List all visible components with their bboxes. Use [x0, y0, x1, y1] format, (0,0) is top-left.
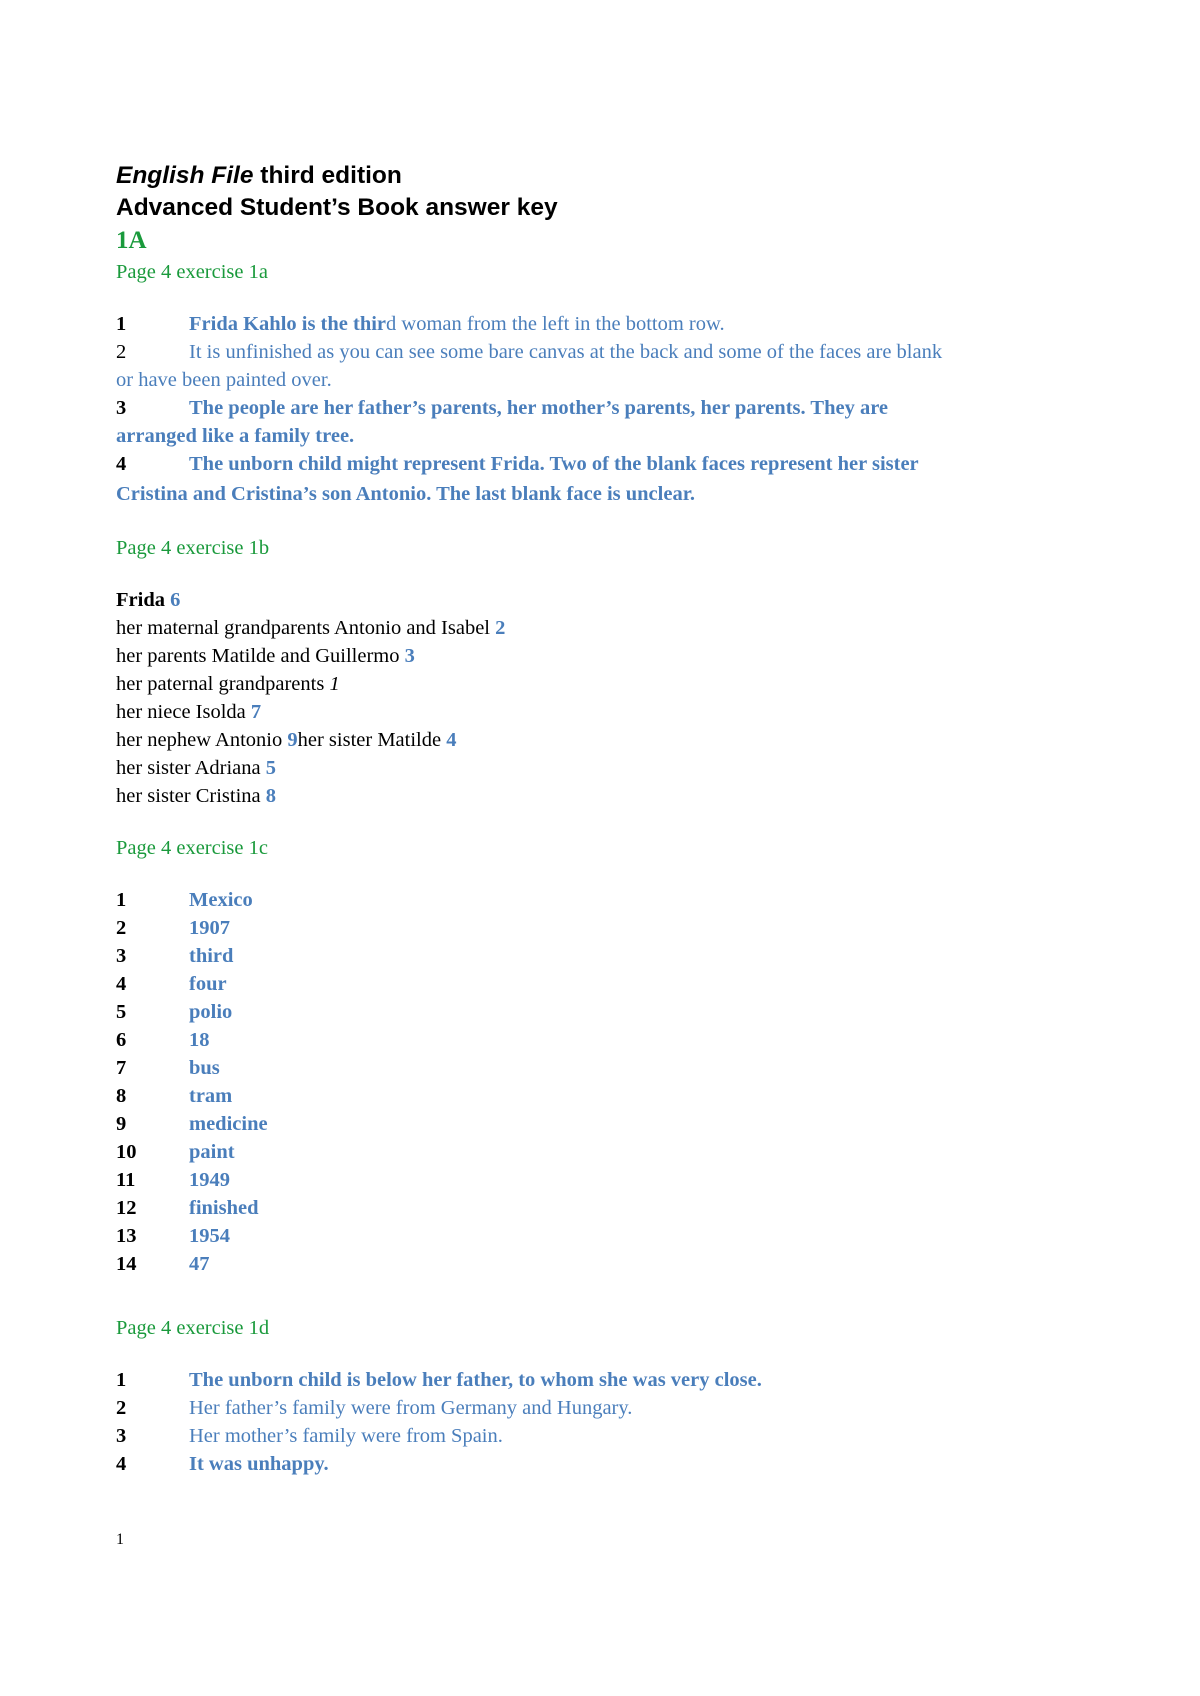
answer-1a-4-cont: Cristina and Cristina’s son Antonio. The last blank face is unclear.	[116, 483, 696, 505]
answer-number: 3	[116, 397, 127, 419]
page-number: 1	[116, 1531, 124, 1548]
list-item	[116, 782, 1096, 810]
list-item	[116, 614, 1096, 642]
answer-number: 4	[116, 1453, 127, 1475]
answer-number: 1	[116, 1369, 127, 1391]
answer-1d-3	[116, 1422, 1096, 1450]
list-item	[116, 998, 1096, 1026]
list-item	[116, 886, 1096, 914]
answer-number: 6	[116, 1029, 127, 1051]
list-item	[116, 970, 1096, 998]
answer-number: 12	[116, 1197, 137, 1219]
answer-text: four	[189, 973, 227, 995]
unit-heading: 1A	[116, 227, 147, 254]
exercise-1b-heading: Page 4 exercise 1b	[116, 537, 270, 559]
answer-text-bold: Frida Kahlo is the thir	[189, 313, 387, 335]
answer-text: paint	[189, 1141, 235, 1163]
book-title-rest: third edition	[253, 162, 402, 189]
list-item	[116, 1138, 1096, 1166]
answer-text: The unborn child is below her father, to whom she was very close.	[189, 1369, 762, 1391]
answer-text: Her father’s family were from Germany and Hungary.	[189, 1397, 633, 1419]
item-label: her nephew Antonio	[116, 729, 283, 751]
list-item	[116, 642, 1096, 670]
item-label: her sister Matilde	[297, 729, 442, 751]
answer-text: Mexico	[189, 889, 253, 911]
item-answer: 9	[287, 729, 298, 751]
item-label: her niece Isolda	[116, 701, 246, 723]
item-label: her maternal grandparents Antonio and Isabel	[116, 617, 490, 639]
answer-text: third	[189, 945, 234, 967]
list-item	[116, 942, 1096, 970]
list-item	[116, 754, 1096, 782]
answer-text: 1954	[189, 1225, 230, 1247]
answer-number: 1	[116, 313, 127, 335]
book-title	[116, 160, 1096, 192]
answer-text: tram	[189, 1085, 233, 1107]
document-page	[116, 160, 1096, 1478]
item-label: her sister Adriana	[116, 757, 261, 779]
answer-number: 9	[116, 1113, 127, 1135]
list-item	[116, 1026, 1096, 1054]
item-answer: 7	[250, 701, 262, 723]
answer-text: finished	[189, 1197, 259, 1219]
list-item	[116, 726, 1096, 754]
item-answer: 3	[404, 645, 415, 667]
answer-1a-1	[116, 310, 1096, 338]
answer-number: 11	[116, 1169, 136, 1191]
item-answer: 5	[265, 757, 276, 779]
list-item	[116, 670, 1096, 698]
answer-number: 1	[116, 889, 127, 911]
answer-1a-3	[116, 394, 1096, 422]
exercise-1a-heading: Page 4 exercise 1a	[116, 261, 268, 283]
answer-number: 2	[116, 1397, 127, 1419]
list-item	[116, 1082, 1096, 1110]
answer-1a-2	[116, 338, 1096, 366]
item-answer: 6	[170, 589, 181, 611]
answer-number: 5	[116, 1001, 127, 1023]
answer-number: 8	[116, 1085, 127, 1107]
answer-1d-2	[116, 1394, 1096, 1422]
answer-text: polio	[189, 1001, 233, 1023]
item-answer: 2	[495, 617, 506, 639]
answer-1a-2-cont: or have been painted over.	[116, 369, 332, 391]
list-item	[116, 586, 1096, 614]
answer-text: It was unhappy.	[189, 1453, 329, 1475]
answer-number: 2	[116, 917, 127, 939]
item-answer: 4	[446, 729, 457, 751]
answer-text: 18	[189, 1029, 210, 1051]
list-item	[116, 1110, 1096, 1138]
answer-number: 2	[116, 341, 127, 363]
answer-text: 1949	[189, 1169, 230, 1191]
answer-number: 7	[116, 1057, 127, 1079]
item-answer: 8	[265, 785, 276, 807]
answer-number: 10	[116, 1141, 137, 1163]
answer-text: medicine	[189, 1113, 268, 1135]
answer-text: It is unfinished as you can see some bare canvas at the back and some of the faces are blank	[189, 341, 943, 363]
book-title-italic: English File	[116, 162, 254, 189]
item-label: her sister Cristina	[116, 785, 261, 807]
answer-number: 3	[116, 945, 127, 967]
list-item	[116, 698, 1096, 726]
item-label: her parents Matilde and Guillermo	[116, 645, 400, 667]
answer-number: 3	[116, 1425, 127, 1447]
answer-1d-1	[116, 1366, 1096, 1394]
list-item	[116, 914, 1096, 942]
answer-text: 1907	[189, 917, 230, 939]
document-subtitle: Advanced Student’s Book answer key	[116, 194, 558, 221]
answer-number: 14	[116, 1253, 137, 1275]
list-item	[116, 1250, 1096, 1278]
answer-1d-4	[116, 1450, 1096, 1478]
item-answer: 1	[329, 673, 340, 695]
list-item	[116, 1166, 1096, 1194]
answer-text: d woman from the left in the bottom row.	[386, 313, 725, 335]
item-label: her paternal grandparents	[116, 673, 325, 695]
exercise-1c-heading: Page 4 exercise 1c	[116, 837, 268, 859]
answer-text: The people are her father’s parents, her mother’s parents, her parents. They are	[189, 397, 889, 419]
list-item	[116, 1054, 1096, 1082]
answer-text: Her mother’s family were from Spain.	[189, 1425, 503, 1447]
answer-text: 47	[189, 1253, 210, 1275]
list-item	[116, 1194, 1096, 1222]
exercise-1d-heading: Page 4 exercise 1d	[116, 1317, 270, 1339]
answer-number: 13	[116, 1225, 137, 1247]
answer-number: 4	[116, 453, 127, 475]
answer-text: The unborn child might represent Frida. Two of the blank faces represent her sister	[189, 453, 919, 475]
answer-number: 4	[116, 973, 127, 995]
list-item	[116, 1222, 1096, 1250]
item-label: Frida	[116, 589, 165, 611]
answer-1a-4	[116, 450, 1096, 478]
answer-1a-3-cont: arranged like a family tree.	[116, 425, 355, 447]
exercise-1c-list	[116, 886, 1096, 1278]
answer-text: bus	[189, 1057, 220, 1079]
